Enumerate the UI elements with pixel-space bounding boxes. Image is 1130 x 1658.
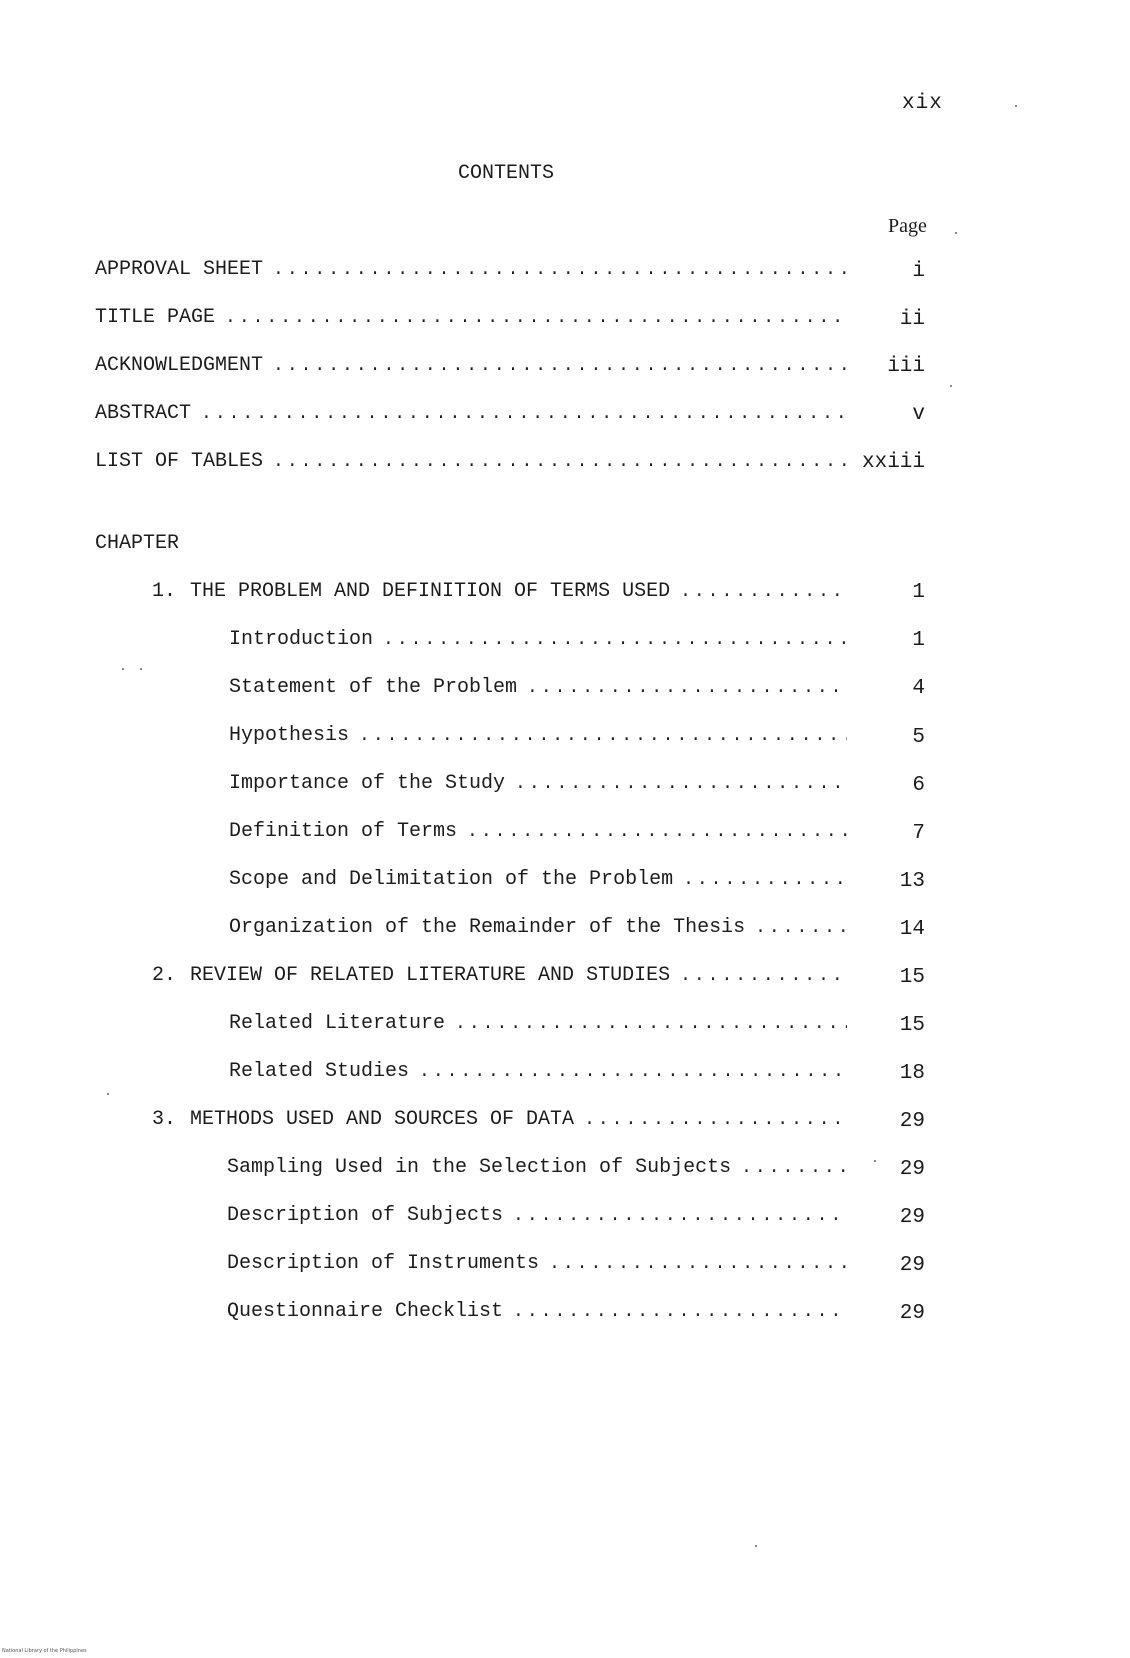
toc-entry-page: 14 [899,918,925,941]
toc-section[interactable] [229,772,847,800]
dot-leader [273,356,847,376]
section-label: Organization of the Remainder of the Thesis [229,916,746,939]
toc-entry-page: 1 [912,629,925,652]
page-column-header: Page [888,215,927,237]
toc-section[interactable] [229,916,847,944]
toc-entry-page: 15 [899,966,925,989]
toc-entry-page: 29 [899,1110,925,1133]
toc-entry-page: 18 [899,1062,925,1085]
chapter-title: THE PROBLEM AND DEFINITION OF TERMS USED [190,580,671,603]
dot-leader [383,630,847,650]
library-footer-stamp: National Library of the Philippines [2,1648,87,1654]
toc-entry-approval-sheet[interactable] [95,258,847,286]
section-label: Definition of Terms [229,820,458,843]
toc-section[interactable] [229,820,847,848]
toc-entry-page: 5 [912,726,925,749]
contents-title: CONTENTS [458,162,555,185]
toc-entry-label: LIST OF TABLES [95,450,264,473]
toc-entry-list-of-tables[interactable] [95,450,847,478]
toc-section[interactable] [227,1156,847,1184]
dot-leader [467,822,847,842]
scan-speck [950,385,952,387]
toc-entry-page: 15 [899,1014,925,1037]
toc-section[interactable] [227,1204,847,1232]
toc-entry-page: 1 [912,581,925,604]
toc-entry-label: APPROVAL SHEET [95,258,264,281]
toc-entry-page: iii [887,355,925,378]
toc-chapter-3[interactable] [152,1108,847,1136]
toc-entry-label: TITLE PAGE [95,306,216,329]
dot-leader [584,1110,847,1130]
scan-speck [1015,105,1017,107]
section-label: Description of Instruments [227,1252,540,1275]
chapter-heading: CHAPTER [95,532,180,555]
toc-entry-page: xxiii [861,451,925,474]
page-number: xix [902,92,943,115]
scan-speck [755,1545,757,1547]
section-label: Introduction [229,628,374,651]
dot-leader [225,308,847,328]
toc-entry-page: 29 [899,1254,925,1277]
chapter-number: 2. [152,964,177,987]
section-label: Related Studies [229,1060,410,1083]
toc-entry-page: 13 [899,870,925,893]
toc-chapter-2[interactable] [152,964,847,992]
dot-leader [741,1158,847,1178]
dot-leader [549,1254,847,1274]
toc-chapter-1[interactable] [152,580,847,608]
section-label: Related Literature [229,1012,446,1035]
dot-leader [359,726,847,746]
toc-entry-acknowledgment[interactable] [95,354,847,382]
dot-leader [273,260,847,280]
toc-entry-page: 4 [912,677,925,700]
chapter-number: 3. [152,1108,177,1131]
toc-section[interactable] [229,676,847,704]
toc-entry-page: i [912,260,925,283]
section-label: Questionnaire Checklist [227,1300,504,1323]
section-label: Statement of the Problem [229,676,518,699]
dot-leader [527,678,847,698]
scan-speck [874,1160,876,1162]
dot-leader [513,1206,847,1226]
scan-speck [122,668,124,670]
scan-speck [107,1093,109,1095]
dot-leader [419,1062,847,1082]
toc-entry-page: 29 [899,1158,925,1181]
scan-speck [140,668,142,670]
toc-entry-label: ACKNOWLEDGMENT [95,354,264,377]
toc-entry-title-page[interactable] [95,306,847,334]
toc-entry-page: 6 [912,774,925,797]
dot-leader [455,1014,847,1034]
section-label: Importance of the Study [229,772,506,795]
dot-leader [273,452,847,472]
toc-entry-label: ABSTRACT [95,402,192,425]
toc-entry-page: ii [899,308,925,331]
dot-leader [515,774,847,794]
chapter-number: 1. [152,580,177,603]
chapter-title: REVIEW OF RELATED LITERATURE AND STUDIES [190,964,671,987]
dot-leader [201,404,847,424]
toc-entry-page: 29 [899,1206,925,1229]
section-label: Hypothesis [229,724,350,747]
scan-speck [955,232,957,234]
toc-entry-abstract[interactable] [95,402,847,430]
section-label: Description of Subjects [227,1204,504,1227]
toc-section[interactable] [227,1300,847,1328]
dot-leader [755,918,847,938]
toc-entry-page: v [912,403,925,426]
toc-section[interactable] [229,628,847,656]
toc-entry-page: 7 [912,822,925,845]
toc-entry-page: 29 [899,1302,925,1325]
toc-section[interactable] [229,1012,847,1040]
dot-leader [680,582,847,602]
dot-leader [680,966,847,986]
dot-leader [513,1302,847,1322]
section-label: Scope and Delimitation of the Problem [229,868,674,891]
section-label: Sampling Used in the Selection of Subjects [227,1156,732,1179]
toc-section[interactable] [229,724,847,752]
toc-section[interactable] [227,1252,847,1280]
toc-section[interactable] [229,1060,847,1088]
chapter-title: METHODS USED AND SOURCES OF DATA [190,1108,575,1131]
dot-leader [683,870,847,890]
toc-section[interactable] [229,868,847,896]
